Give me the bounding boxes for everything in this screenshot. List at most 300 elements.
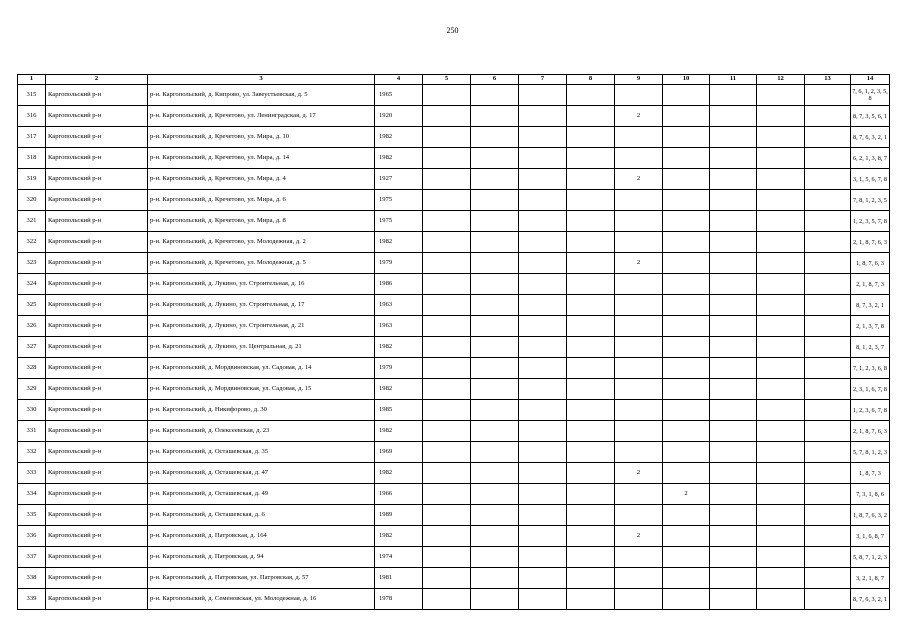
empty-cell bbox=[471, 337, 519, 358]
empty-cell bbox=[567, 190, 615, 211]
codes-cell: 1, 2, 3, 5, 7, 8 bbox=[851, 211, 890, 232]
empty-cell bbox=[710, 253, 757, 274]
codes-cell: 8, 7, 6, 3, 2, 1 bbox=[851, 589, 890, 610]
codes-cell: 5, 8, 7, 1, 2, 3 bbox=[851, 547, 890, 568]
col9-cell bbox=[615, 211, 663, 232]
codes-cell: 2, 1, 8, 7, 3 bbox=[851, 274, 890, 295]
col-header: 5 bbox=[423, 75, 471, 85]
empty-cell bbox=[710, 190, 757, 211]
empty-cell bbox=[757, 358, 805, 379]
empty-cell bbox=[710, 232, 757, 253]
col10-cell bbox=[663, 568, 710, 589]
empty-cell bbox=[710, 358, 757, 379]
empty-cell bbox=[471, 526, 519, 547]
empty-cell bbox=[805, 358, 851, 379]
year-cell: 1920 bbox=[375, 106, 423, 127]
col9-cell: 2 bbox=[615, 106, 663, 127]
empty-cell bbox=[471, 232, 519, 253]
address-cell: р-н. Каргопольский, д. Осташевская, д. 35 bbox=[148, 442, 375, 463]
table-row bbox=[18, 505, 890, 526]
col9-cell bbox=[615, 568, 663, 589]
empty-cell bbox=[423, 589, 471, 610]
empty-cell bbox=[710, 421, 757, 442]
empty-cell bbox=[805, 85, 851, 106]
district-cell: Каргопольский р-н bbox=[46, 232, 148, 253]
empty-cell bbox=[567, 526, 615, 547]
empty-cell bbox=[519, 400, 567, 421]
empty-cell bbox=[519, 337, 567, 358]
row-number: 317 bbox=[18, 127, 46, 148]
empty-cell bbox=[423, 211, 471, 232]
address-cell: р-н. Каргопольский, д. Кречетово, ул. Мира, д. 14 bbox=[148, 148, 375, 169]
col9-cell bbox=[615, 442, 663, 463]
col10-cell bbox=[663, 358, 710, 379]
district-cell: Каргопольский р-н bbox=[46, 295, 148, 316]
empty-cell bbox=[757, 148, 805, 169]
codes-cell: 7, 1, 2, 3, 6, 8 bbox=[851, 358, 890, 379]
table-row bbox=[18, 484, 890, 505]
address-cell: р-н. Каргопольский, д. Лукино, ул. Строительная, д. 17 bbox=[148, 295, 375, 316]
district-cell: Каргопольский р-н bbox=[46, 253, 148, 274]
district-cell: Каргопольский р-н bbox=[46, 274, 148, 295]
col9-cell bbox=[615, 379, 663, 400]
empty-cell bbox=[471, 274, 519, 295]
codes-cell: 3, 2, 1, 8, 7 bbox=[851, 568, 890, 589]
empty-cell bbox=[471, 211, 519, 232]
address-cell: р-н. Каргопольский, д. Кречетово, ул. Мира, д. 10 bbox=[148, 127, 375, 148]
address-cell: р-н. Каргопольский, д. Патровская, д. 164 bbox=[148, 526, 375, 547]
empty-cell bbox=[805, 316, 851, 337]
col10-cell: 2 bbox=[663, 484, 710, 505]
col-header: 7 bbox=[519, 75, 567, 85]
year-cell: 1982 bbox=[375, 232, 423, 253]
col-header: 1 bbox=[18, 75, 46, 85]
col9-cell bbox=[615, 295, 663, 316]
empty-cell bbox=[567, 85, 615, 106]
empty-cell bbox=[519, 253, 567, 274]
col10-cell bbox=[663, 274, 710, 295]
empty-cell bbox=[519, 547, 567, 568]
year-cell: 1981 bbox=[375, 568, 423, 589]
codes-cell: 8, 7, 3, 2, 1 bbox=[851, 295, 890, 316]
empty-cell bbox=[805, 505, 851, 526]
row-number: 339 bbox=[18, 589, 46, 610]
row-number: 320 bbox=[18, 190, 46, 211]
empty-cell bbox=[710, 484, 757, 505]
address-cell: р-н. Каргопольский, д. Никифорово, д. 30 bbox=[148, 400, 375, 421]
empty-cell bbox=[471, 190, 519, 211]
row-number: 334 bbox=[18, 484, 46, 505]
empty-cell bbox=[710, 442, 757, 463]
empty-cell bbox=[757, 379, 805, 400]
row-number: 325 bbox=[18, 295, 46, 316]
table-row bbox=[18, 526, 890, 547]
codes-cell: 1, 8, 7, 3 bbox=[851, 463, 890, 484]
year-cell: 1979 bbox=[375, 358, 423, 379]
empty-cell bbox=[757, 400, 805, 421]
col-header: 11 bbox=[710, 75, 757, 85]
district-cell: Каргопольский р-н bbox=[46, 526, 148, 547]
col9-cell bbox=[615, 505, 663, 526]
row-number: 327 bbox=[18, 337, 46, 358]
row-number: 336 bbox=[18, 526, 46, 547]
table-row bbox=[18, 337, 890, 358]
codes-cell: 8, 7, 6, 3, 2, 1 bbox=[851, 127, 890, 148]
col10-cell bbox=[663, 232, 710, 253]
row-number: 335 bbox=[18, 505, 46, 526]
empty-cell bbox=[805, 169, 851, 190]
table-row bbox=[18, 589, 890, 610]
year-cell: 1982 bbox=[375, 337, 423, 358]
row-number: 328 bbox=[18, 358, 46, 379]
district-cell: Каргопольский р-н bbox=[46, 568, 148, 589]
empty-cell bbox=[805, 421, 851, 442]
address-cell: р-н. Каргопольский, д. Осташевская, д. 47 bbox=[148, 463, 375, 484]
table-row bbox=[18, 400, 890, 421]
year-cell: 1982 bbox=[375, 463, 423, 484]
empty-cell bbox=[710, 400, 757, 421]
empty-cell bbox=[757, 127, 805, 148]
row-number: 322 bbox=[18, 232, 46, 253]
district-cell: Каргопольский р-н bbox=[46, 211, 148, 232]
col-header: 9 bbox=[615, 75, 663, 85]
empty-cell bbox=[471, 463, 519, 484]
empty-cell bbox=[519, 358, 567, 379]
district-cell: Каргопольский р-н bbox=[46, 505, 148, 526]
empty-cell bbox=[423, 106, 471, 127]
row-number: 326 bbox=[18, 316, 46, 337]
row-number: 315 bbox=[18, 85, 46, 106]
codes-cell: 8, 1, 2, 3, 7 bbox=[851, 337, 890, 358]
empty-cell bbox=[805, 442, 851, 463]
empty-cell bbox=[423, 442, 471, 463]
district-cell: Каргопольский р-н bbox=[46, 358, 148, 379]
col9-cell bbox=[615, 316, 663, 337]
empty-cell bbox=[757, 421, 805, 442]
row-number: 316 bbox=[18, 106, 46, 127]
col10-cell bbox=[663, 106, 710, 127]
empty-cell bbox=[805, 379, 851, 400]
table-row bbox=[18, 232, 890, 253]
empty-cell bbox=[757, 442, 805, 463]
col10-cell bbox=[663, 505, 710, 526]
col9-cell bbox=[615, 127, 663, 148]
codes-cell: 7, 3, 1, 8, 6 bbox=[851, 484, 890, 505]
empty-cell bbox=[757, 505, 805, 526]
empty-cell bbox=[710, 148, 757, 169]
empty-cell bbox=[757, 274, 805, 295]
empty-cell bbox=[710, 463, 757, 484]
empty-cell bbox=[567, 568, 615, 589]
table-row bbox=[18, 169, 890, 190]
empty-cell bbox=[567, 463, 615, 484]
address-cell: р-н. Каргопольский, д. Кречетово, ул. Мира, д. 6 bbox=[148, 190, 375, 211]
col9-cell bbox=[615, 358, 663, 379]
empty-cell bbox=[757, 253, 805, 274]
empty-cell bbox=[757, 337, 805, 358]
col10-cell bbox=[663, 526, 710, 547]
empty-cell bbox=[519, 379, 567, 400]
col10-cell bbox=[663, 316, 710, 337]
empty-cell bbox=[805, 568, 851, 589]
empty-cell bbox=[519, 274, 567, 295]
empty-cell bbox=[471, 379, 519, 400]
col10-cell bbox=[663, 127, 710, 148]
year-cell: 1982 bbox=[375, 148, 423, 169]
empty-cell bbox=[805, 274, 851, 295]
empty-cell bbox=[519, 589, 567, 610]
address-cell: р-н. Каргопольский, д. Мордвиновская, ул. Садовая, д. 14 bbox=[148, 358, 375, 379]
empty-cell bbox=[757, 484, 805, 505]
codes-cell: 1, 8, 7, 6, 3, 2 bbox=[851, 505, 890, 526]
col9-cell bbox=[615, 547, 663, 568]
year-cell: 1965 bbox=[375, 85, 423, 106]
col-header: 12 bbox=[757, 75, 805, 85]
row-number: 323 bbox=[18, 253, 46, 274]
empty-cell bbox=[471, 106, 519, 127]
empty-cell bbox=[757, 589, 805, 610]
empty-cell bbox=[757, 190, 805, 211]
col9-cell bbox=[615, 337, 663, 358]
col9-cell bbox=[615, 85, 663, 106]
row-number: 338 bbox=[18, 568, 46, 589]
table-row bbox=[18, 547, 890, 568]
empty-cell bbox=[805, 295, 851, 316]
empty-cell bbox=[423, 547, 471, 568]
address-cell: р-н. Каргопольский, д. Кречетово, ул. Мира, д. 8 bbox=[148, 211, 375, 232]
codes-cell: 1, 8, 7, 6, 3 bbox=[851, 253, 890, 274]
table-row bbox=[18, 568, 890, 589]
empty-cell bbox=[423, 232, 471, 253]
empty-cell bbox=[423, 568, 471, 589]
table-row bbox=[18, 253, 890, 274]
col10-cell bbox=[663, 442, 710, 463]
col-header: 4 bbox=[375, 75, 423, 85]
row-number: 318 bbox=[18, 148, 46, 169]
col9-cell: 2 bbox=[615, 526, 663, 547]
codes-cell: 7, 8, 1, 2, 3, 5 bbox=[851, 190, 890, 211]
empty-cell bbox=[710, 526, 757, 547]
address-cell: р-н. Каргопольский, д. Кречетово, ул. Мира, д. 4 bbox=[148, 169, 375, 190]
empty-cell bbox=[567, 253, 615, 274]
empty-cell bbox=[567, 169, 615, 190]
row-number: 330 bbox=[18, 400, 46, 421]
codes-cell: 8, 7, 3, 5, 6, 1 bbox=[851, 106, 890, 127]
address-cell: р-н. Каргопольский, д. Лукино, ул. Строительная, д. 16 bbox=[148, 274, 375, 295]
codes-cell: 3, 1, 5, 6, 7, 8 bbox=[851, 169, 890, 190]
row-number: 321 bbox=[18, 211, 46, 232]
col9-cell bbox=[615, 589, 663, 610]
codes-cell: 2, 1, 3, 7, 8 bbox=[851, 316, 890, 337]
empty-cell bbox=[710, 547, 757, 568]
empty-cell bbox=[567, 421, 615, 442]
empty-cell bbox=[567, 316, 615, 337]
col9-cell bbox=[615, 232, 663, 253]
col10-cell bbox=[663, 148, 710, 169]
empty-cell bbox=[710, 337, 757, 358]
address-cell: р-н. Каргопольский, д. Патровская, д. 94 bbox=[148, 547, 375, 568]
codes-cell: 2, 3, 1, 6, 7, 8 bbox=[851, 379, 890, 400]
empty-cell bbox=[757, 568, 805, 589]
year-cell: 1985 bbox=[375, 400, 423, 421]
empty-cell bbox=[423, 316, 471, 337]
empty-cell bbox=[471, 127, 519, 148]
empty-cell bbox=[757, 526, 805, 547]
header-row bbox=[18, 75, 890, 85]
year-cell: 1989 bbox=[375, 505, 423, 526]
empty-cell bbox=[471, 505, 519, 526]
year-cell: 1963 bbox=[375, 316, 423, 337]
empty-cell bbox=[567, 400, 615, 421]
empty-cell bbox=[471, 316, 519, 337]
codes-cell: 7, 6, 1, 2, 3, 5, 8 bbox=[851, 85, 890, 106]
empty-cell bbox=[757, 211, 805, 232]
empty-cell bbox=[471, 442, 519, 463]
empty-cell bbox=[519, 190, 567, 211]
col10-cell bbox=[663, 547, 710, 568]
district-cell: Каргопольский р-н bbox=[46, 127, 148, 148]
empty-cell bbox=[805, 463, 851, 484]
col-header: 3 bbox=[148, 75, 375, 85]
table-row bbox=[18, 421, 890, 442]
address-cell: р-н. Каргопольский, д. Мордвиновская, ул. Садовая, д. 15 bbox=[148, 379, 375, 400]
year-cell: 1982 bbox=[375, 421, 423, 442]
col-header: 13 bbox=[805, 75, 851, 85]
empty-cell bbox=[519, 526, 567, 547]
col9-cell bbox=[615, 274, 663, 295]
district-cell: Каргопольский р-н bbox=[46, 484, 148, 505]
address-cell: р-н. Каргопольский, д. Кречетово, ул. Ленинградская, д. 17 bbox=[148, 106, 375, 127]
empty-cell bbox=[567, 379, 615, 400]
empty-cell bbox=[423, 421, 471, 442]
codes-cell: 3, 1, 6, 8, 7 bbox=[851, 526, 890, 547]
empty-cell bbox=[567, 337, 615, 358]
empty-cell bbox=[471, 85, 519, 106]
district-cell: Каргопольский р-н bbox=[46, 106, 148, 127]
empty-cell bbox=[519, 127, 567, 148]
empty-cell bbox=[423, 526, 471, 547]
empty-cell bbox=[567, 484, 615, 505]
empty-cell bbox=[423, 253, 471, 274]
empty-cell bbox=[805, 400, 851, 421]
empty-cell bbox=[567, 295, 615, 316]
empty-cell bbox=[805, 589, 851, 610]
empty-cell bbox=[757, 169, 805, 190]
table-row bbox=[18, 274, 890, 295]
empty-cell bbox=[471, 295, 519, 316]
address-cell: р-н. Каргопольский, д. Кипрово, ул. Завеустьевская, д. 5 bbox=[148, 85, 375, 106]
empty-cell bbox=[519, 85, 567, 106]
col10-cell bbox=[663, 379, 710, 400]
year-cell: 1963 bbox=[375, 295, 423, 316]
col-header: 6 bbox=[471, 75, 519, 85]
codes-cell: 2, 1, 8, 7, 6, 3 bbox=[851, 421, 890, 442]
col10-cell bbox=[663, 253, 710, 274]
row-number: 332 bbox=[18, 442, 46, 463]
empty-cell bbox=[757, 232, 805, 253]
empty-cell bbox=[423, 484, 471, 505]
empty-cell bbox=[567, 505, 615, 526]
empty-cell bbox=[471, 148, 519, 169]
empty-cell bbox=[423, 379, 471, 400]
empty-cell bbox=[471, 484, 519, 505]
year-cell: 1966 bbox=[375, 484, 423, 505]
address-cell: р-н. Каргопольский, д. Лукино, ул. Центральная, д. 21 bbox=[148, 337, 375, 358]
data-table bbox=[17, 74, 890, 610]
empty-cell bbox=[805, 148, 851, 169]
empty-cell bbox=[519, 169, 567, 190]
empty-cell bbox=[710, 316, 757, 337]
codes-cell: 1, 2, 3, 6, 7, 8 bbox=[851, 400, 890, 421]
district-cell: Каргопольский р-н bbox=[46, 169, 148, 190]
empty-cell bbox=[567, 148, 615, 169]
empty-cell bbox=[519, 484, 567, 505]
empty-cell bbox=[471, 400, 519, 421]
col10-cell bbox=[663, 211, 710, 232]
empty-cell bbox=[567, 232, 615, 253]
col9-cell: 2 bbox=[615, 169, 663, 190]
district-cell: Каргопольский р-н bbox=[46, 190, 148, 211]
empty-cell bbox=[519, 148, 567, 169]
empty-cell bbox=[710, 127, 757, 148]
empty-cell bbox=[519, 442, 567, 463]
empty-cell bbox=[710, 295, 757, 316]
empty-cell bbox=[519, 421, 567, 442]
col9-cell bbox=[615, 148, 663, 169]
empty-cell bbox=[423, 148, 471, 169]
empty-cell bbox=[423, 400, 471, 421]
year-cell: 1974 bbox=[375, 547, 423, 568]
empty-cell bbox=[519, 316, 567, 337]
address-cell: р-н. Каргопольский, д. Патровская, ул. Патровская, д. 57 bbox=[148, 568, 375, 589]
empty-cell bbox=[471, 169, 519, 190]
table-row bbox=[18, 190, 890, 211]
codes-cell: 6, 2, 1, 3, 8, 7 bbox=[851, 148, 890, 169]
col10-cell bbox=[663, 589, 710, 610]
empty-cell bbox=[423, 169, 471, 190]
year-cell: 1927 bbox=[375, 169, 423, 190]
district-cell: Каргопольский р-н bbox=[46, 463, 148, 484]
empty-cell bbox=[567, 106, 615, 127]
col-header: 8 bbox=[567, 75, 615, 85]
table-row bbox=[18, 295, 890, 316]
district-cell: Каргопольский р-н bbox=[46, 400, 148, 421]
col10-cell bbox=[663, 337, 710, 358]
table-row bbox=[18, 211, 890, 232]
empty-cell bbox=[567, 358, 615, 379]
year-cell: 1982 bbox=[375, 379, 423, 400]
year-cell: 1986 bbox=[375, 274, 423, 295]
address-cell: р-н. Каргопольский, д. Семеновская, ул. Молодежная, д. 16 bbox=[148, 589, 375, 610]
col10-cell bbox=[663, 190, 710, 211]
district-cell: Каргопольский р-н bbox=[46, 379, 148, 400]
empty-cell bbox=[519, 211, 567, 232]
year-cell: 1982 bbox=[375, 127, 423, 148]
address-cell: р-н. Каргопольский, д. Лукино, ул. Строительная, д. 21 bbox=[148, 316, 375, 337]
col10-cell bbox=[663, 85, 710, 106]
address-cell: р-н. Каргопольский, д. Осташевская, д. 49 bbox=[148, 484, 375, 505]
empty-cell bbox=[567, 442, 615, 463]
table-row bbox=[18, 379, 890, 400]
year-cell: 1975 bbox=[375, 190, 423, 211]
table-row bbox=[18, 316, 890, 337]
empty-cell bbox=[757, 106, 805, 127]
empty-cell bbox=[423, 190, 471, 211]
address-cell: р-н. Каргопольский, д. Олексеевская, д. 23 bbox=[148, 421, 375, 442]
col-header: 2 bbox=[46, 75, 148, 85]
empty-cell bbox=[710, 568, 757, 589]
empty-cell bbox=[471, 253, 519, 274]
